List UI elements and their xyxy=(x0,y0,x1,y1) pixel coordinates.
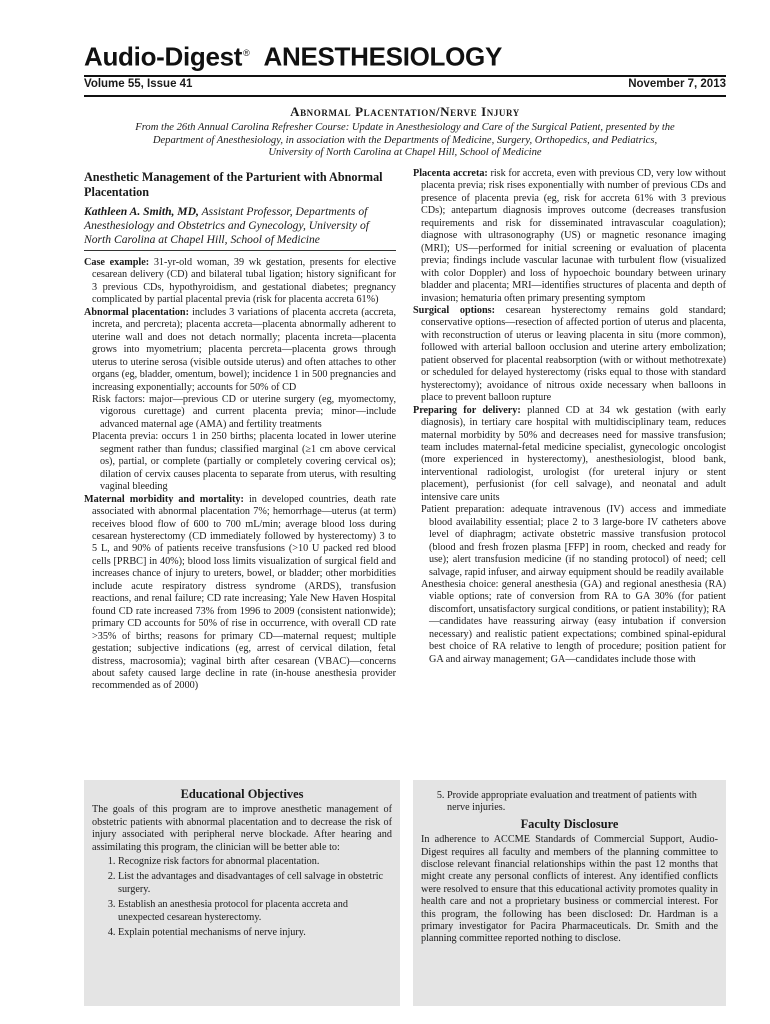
paragraph-label: Maternal morbidity and mortality: xyxy=(84,493,244,505)
objectives-box xyxy=(84,780,400,1006)
registered-mark: ® xyxy=(243,48,250,58)
paragraph-text: planned CD at 34 wk gestation (with early diagnosis), in tertiary care hospital with multidisciplinary team, reduces maternal morbidity by 50% and decreases need for massive transfusion; team includes maternal-fetal medicine specialist, gynecologic oncologist (more experienced in hysterectomy), anesthesiologist, blood bank, interventional radiologist, urologist (for ureteral injury or stent placement), perfusionist (for cell salvage), and neonatal and adult intensive care units xyxy=(421,404,727,503)
paragraph-text: in developed countries, death rate associated with abnormal placentation 7%; hemorrhage—uterus (at term) receives blood flow of 600 to 700 mL/min; average blood loss during cesarean hysterectomy (CD immediately followed by hysterectomy) 3 to 5 L, and 90% of patients receive transfusions (>10 U packed red blood cells [PRBC] in 40%); blood loss limits visualization of surgical field and increases chance of injury to ureters, bowel, or bladder; other morbidities include acute respiratory distress syndrome (ARDS), transfusion reactions, and renal failure; CD rate increasing; Yale New Haven Hospital found CD rate increased 73% from 1996 to 2009 (consistent nationwide); primary CD accounts for 50% of rise in occurrence, with overall CD rate >35% of births; reasons for primary CD—maternal request; multiple gestation; subjective indications (eg, arrest of cervical dilation, fetal distress, macrosomia); vaginal birth after cesarean (VBAC)—concerns about safety caused large decline in rate (in-house anesthesia provider recommended as of 2000) xyxy=(92,493,396,692)
paragraph-label: Case example: xyxy=(84,257,150,268)
issue-date: November 7, 2013 xyxy=(628,78,726,90)
paragraph-text: Placenta previa: occurs 1 in 250 births; placenta located in lower uterine segment rather than fundus; classified marginal (≥1 cm above cervical os), partial, or complete (partially or completely covering cervical os); dilation of cervix causes placenta to separate from uterus, with resulting vaginal bleeding xyxy=(92,431,396,493)
masthead-rule-top xyxy=(84,75,726,77)
disclosure-text: In adherence to ACCME Standards of Commercial Support, Audio-Digest requires all faculty and members of the planning committee to disclose relevant financial relationships within the past 12 months that might create any personal conflicts of interest. Any identified conflicts were resolved to ensure that this educational activity promotes quality in health care and not a proprietary business or commercial interest. For this program, the following has been disclosed: Dr. Hardman is a primary investigator for Pacira Pharmaceuticals. Dr. Smith and the planning committee reported nothing to disclose. xyxy=(421,834,718,945)
paragraph-text: risk for accreta, even with previous CD, very low without placenta previa; risk rises exponentially with number of previous CDs and presence of placenta previa (eg, risk for accreta 61% with 3 previous CDs); antepartum diagnosis improves outcome (decreases transfusion requirements and risk for disseminated intravascular coagulation); diagnose with ultrasonography (US) or magnetic resonance imaging (MRI); US—performed for initial screening or evaluation of placenta previa; findings include vascular lacunae with turbulent flow (visualized with color Doppler) and loss of hypoechoic boundary between urinary bladder and placenta; MRI—identifies structures of placenta and depth of invasion; hematuria often primary presenting symptom xyxy=(421,168,727,304)
objective-item: 2. List the advantages and disadvantages of cell salvage in obstetric surgery. xyxy=(118,871,392,896)
paragraph xyxy=(84,307,396,394)
masthead-rule-bottom xyxy=(84,95,726,97)
paragraph xyxy=(84,431,396,493)
paragraph-label: Surgical options: xyxy=(413,304,495,316)
paragraph xyxy=(413,504,726,579)
masthead xyxy=(84,38,726,90)
paragraph xyxy=(84,257,396,307)
author-name: Kathleen A. Smith, MD, xyxy=(84,205,199,218)
paragraph xyxy=(413,168,726,305)
issue-bar xyxy=(84,78,726,94)
info-boxes xyxy=(84,780,726,1006)
objectives-intro: The goals of this program are to improve anesthetic management of obstetric patients with abnormal placentation and to decrease the risk of injury associated with peripheral nerve blockade. After hearing and assimilating this program, the clinician will be better able to: xyxy=(92,804,392,853)
objectives-list-continued xyxy=(421,790,718,815)
left-column xyxy=(84,168,396,693)
paragraph-text: 31-yr-old woman, 39 wk gestation, presents for elective cesarean delivery (CD) and bilateral tubal ligation; history significant for 3 previous CDs, hypothyroidism, and gestational diabetes; pregnancy complicated by partial placental previa (risk for placenta accreta 61%) xyxy=(92,257,396,306)
objectives-title: Educational Objectives xyxy=(180,787,304,801)
objective-item: 4. Explain potential mechanisms of nerve injury. xyxy=(118,927,392,939)
paragraph xyxy=(413,405,726,505)
paragraph-text: cesarean hysterectomy remains gold standard; conservative options—resection of affected portion of uterus and placenta, with reconstruction of uterus or leaving placenta in situ (more common), followed with arterial balloon occlusion and uterine artery embolization; patient observed for placental reabsorption (with or without methotrexate) or scheduled for delayed hysterectomy (risks equal to those with standard hysterectomy); avoidance of nitrous oxide necessary when balloons in place to prevent balloon rupture xyxy=(421,304,726,404)
objective-item: 3. Establish an anesthesia protocol for placenta accreta and unexpected cesarean hysterectomy. xyxy=(118,899,392,924)
brand-name: Audio-Digest xyxy=(84,41,243,72)
section-title: Anesthetic Management of the Parturient with Abnormal Placentation xyxy=(84,170,383,199)
journal-title xyxy=(84,38,726,72)
disclosure-title: Faculty Disclosure xyxy=(520,816,619,831)
paragraph-text: Anesthesia choice: general anesthesia (GA) and regional anesthesia (RA) viable options; rate of conversion from RA to GA 30% (for patient discomfort, unsatisfactory surgical conditions, or patient instability); RA—candidates have reassuring airway (easy intubation if conversion necessary) and realistic patient expectations; combined spinal-epidural best choice of RA relative to length of procedure; position patient for GA and airway management; GA—candidates include those with xyxy=(421,578,726,665)
author-affiliation: Assistant Professor, Departments of Anesthesiology and Obstetrics and Gynecology, University of North Carolina at Chapel Hill, School of Medicine xyxy=(84,205,369,246)
objective-item: 1. Recognize risk factors for abnormal placentation. xyxy=(118,856,392,868)
article-title: Abnormal Placentation/Nerve Injury xyxy=(290,104,520,119)
paragraph xyxy=(413,579,726,666)
paragraph-label: Abnormal placentation: xyxy=(84,306,189,318)
right-column xyxy=(413,168,726,666)
volume-issue: Volume 55, Issue 41 xyxy=(84,78,193,90)
specialty-name: ANESTHESIOLOGY xyxy=(263,41,503,72)
paragraph-text: includes 3 variations of placenta accreta (accreta, increta, and percreta); placenta accreta—placenta abnormally adherent to uterine wall and does not detach normally; placenta increta—placenta grows into myometrium; placenta percreta—placenta grows through uterus to uterine serosa (visible outside uterus) and often attaches to other organs (eg, bladder, omentum, bowel); incidence 1 in 500 pregnancies and increasing exponentially; accounts for 50% of CD xyxy=(92,306,396,393)
paragraph-text: Risk factors: major—previous CD or uterine surgery (eg, myomectomy, vigorous curettage) and current placenta previa; minor—include advanced maternal age (AMA) and fertility treatments xyxy=(92,393,396,430)
objective-item: 5. Provide appropriate evaluation and treatment of patients with nerve injuries. xyxy=(447,790,718,815)
paragraph-label: Placenta accreta: xyxy=(413,168,488,179)
paragraph xyxy=(84,394,396,431)
author-block xyxy=(84,205,396,251)
paragraph xyxy=(84,494,396,693)
objectives-list xyxy=(92,856,392,939)
paragraph xyxy=(413,305,726,405)
paragraph-label: Preparing for delivery: xyxy=(413,404,521,416)
article-subtitle: From the 26th Annual Carolina Refresher Course: Update in Anesthesiology and Care of the Surgical Patient, presented by the Department of Anesthesiology, in association with the Departments of Medicine, Surgery, Orthopedics, and Pediatrics, University of North Carolina at Chapel Hill, School of Medicine xyxy=(135,122,675,159)
paragraph-text: Patient preparation: adequate intravenous (IV) access and immediate blood availability essential; place 2 to 3 large-bore IV catheters above level of diaphragm; activate obstetric massive transfusion protocol (blood and fresh frozen plasma [FFP] in room, checked and ready for use); alert transfusion medicine (if no standing protocol) of need; cell salvage, rapid infuser, and airway equipment should be readily available xyxy=(421,504,726,578)
disclosure-box xyxy=(413,780,726,1006)
